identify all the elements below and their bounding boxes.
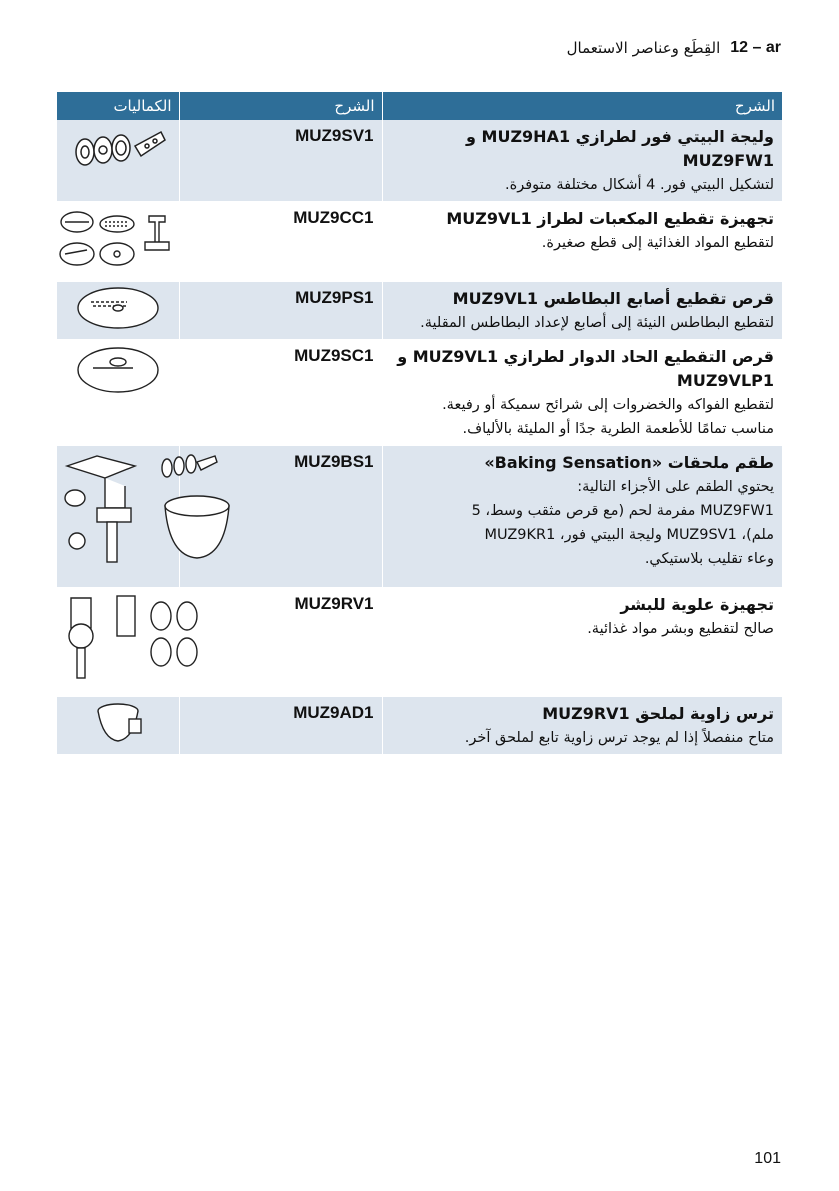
description-line: متاح منفصلاً إذا لم يوجد ترس زاوية تابع لملحق آخر. bbox=[464, 730, 774, 746]
description-title: قرص التقطيع الحاد الدوار لطرازي MUZ9VL1 و MUZ9VLP1 bbox=[397, 347, 774, 390]
accessory-image bbox=[57, 588, 179, 697]
description-line: مناسب تمامًا للأطعمة الطرية جدًا أو المليئة بالألياف. bbox=[462, 421, 774, 437]
description-title: تجهيزة تقطيع المكعبات لطراز MUZ9VL1 bbox=[446, 209, 774, 228]
table-row bbox=[57, 446, 782, 588]
table-row bbox=[57, 340, 782, 446]
angle-gear-icon bbox=[57, 697, 179, 747]
column-header-accessories: الكماليات bbox=[57, 92, 179, 120]
description-title: تجهيزة علوية للبشر bbox=[620, 595, 774, 614]
accessories-table bbox=[57, 92, 782, 755]
column-header-description: الشرح bbox=[382, 92, 782, 120]
page-number: 101 bbox=[754, 1150, 781, 1167]
description bbox=[382, 202, 782, 282]
model-number: MUZ9RV1 bbox=[179, 588, 382, 697]
description-line: لتقطيع المواد الغذائية إلى قطع صغيرة. bbox=[541, 235, 774, 251]
column-header-model: الشرح bbox=[179, 92, 382, 120]
section-title: القِطَع وعناصر الاستعمال bbox=[566, 39, 721, 57]
description-line: ملم)، MUZ9SV1 وليجة البيتي فور، MUZ9KR1 bbox=[484, 527, 774, 543]
baking-set-icon bbox=[57, 446, 179, 572]
description-line: لتقطيع الفواكه والخضروات إلى شرائح سميكة أو رفيعة. bbox=[442, 397, 774, 413]
description-title: قرص تقطيع أصابع البطاطس MUZ9VL1 bbox=[452, 289, 774, 308]
description-title: طقم ملحقات «Baking Sensation» bbox=[484, 453, 774, 472]
description-line: لتقطيع البطاطس النيئة إلى أصابع لإعداد البطاطس المقلية. bbox=[420, 315, 774, 331]
description-line: يحتوي الطقم على الأجزاء التالية: bbox=[577, 479, 774, 495]
accessory-image bbox=[57, 202, 179, 282]
description-title: ترس زاوية لملحق MUZ9RV1 bbox=[542, 704, 774, 723]
table-row bbox=[57, 697, 782, 755]
description bbox=[382, 282, 782, 340]
accessory-image bbox=[57, 446, 179, 588]
description-line: وعاء تقليب بلاستيكي. bbox=[644, 551, 774, 567]
description bbox=[382, 588, 782, 697]
accessory-image bbox=[57, 120, 179, 202]
description bbox=[382, 120, 782, 202]
table-header-row bbox=[57, 92, 782, 120]
model-number: MUZ9BS1 bbox=[179, 446, 382, 588]
description-line: صالح لتقطيع وبشر مواد غذائية. bbox=[587, 621, 774, 637]
page-header bbox=[567, 36, 781, 60]
model-number: MUZ9SC1 bbox=[179, 340, 382, 446]
table-row bbox=[57, 202, 782, 282]
model-number: MUZ9CC1 bbox=[179, 202, 382, 282]
description bbox=[382, 697, 782, 755]
page-ref: 12 – ar bbox=[730, 39, 781, 56]
description-title: وليجة البيتي فور لطرازي MUZ9HA1 و MUZ9FW1 bbox=[466, 127, 774, 170]
accessory-image bbox=[57, 340, 179, 446]
fries-disc-icon bbox=[57, 282, 179, 334]
model-number: MUZ9SV1 bbox=[179, 120, 382, 202]
accessory-image bbox=[57, 282, 179, 340]
grater-attachment-icon bbox=[57, 588, 179, 686]
table-row bbox=[57, 282, 782, 340]
table-row bbox=[57, 588, 782, 697]
description bbox=[382, 340, 782, 446]
table-row bbox=[57, 120, 782, 202]
description-line: لتشكيل البيتي فور. 4 أشكال مختلفة متوفرة. bbox=[504, 177, 774, 193]
cookie-discs-icon bbox=[57, 120, 179, 180]
model-number: MUZ9AD1 bbox=[179, 697, 382, 755]
description-line: MUZ9FW1 مفرمة لحم (مع قرص مثقب وسط، 5 bbox=[471, 503, 774, 519]
model-number: MUZ9PS1 bbox=[179, 282, 382, 340]
slicing-disc-icon bbox=[57, 340, 179, 398]
accessory-image bbox=[57, 697, 179, 755]
dicing-set-icon bbox=[57, 202, 179, 278]
description bbox=[382, 446, 782, 588]
